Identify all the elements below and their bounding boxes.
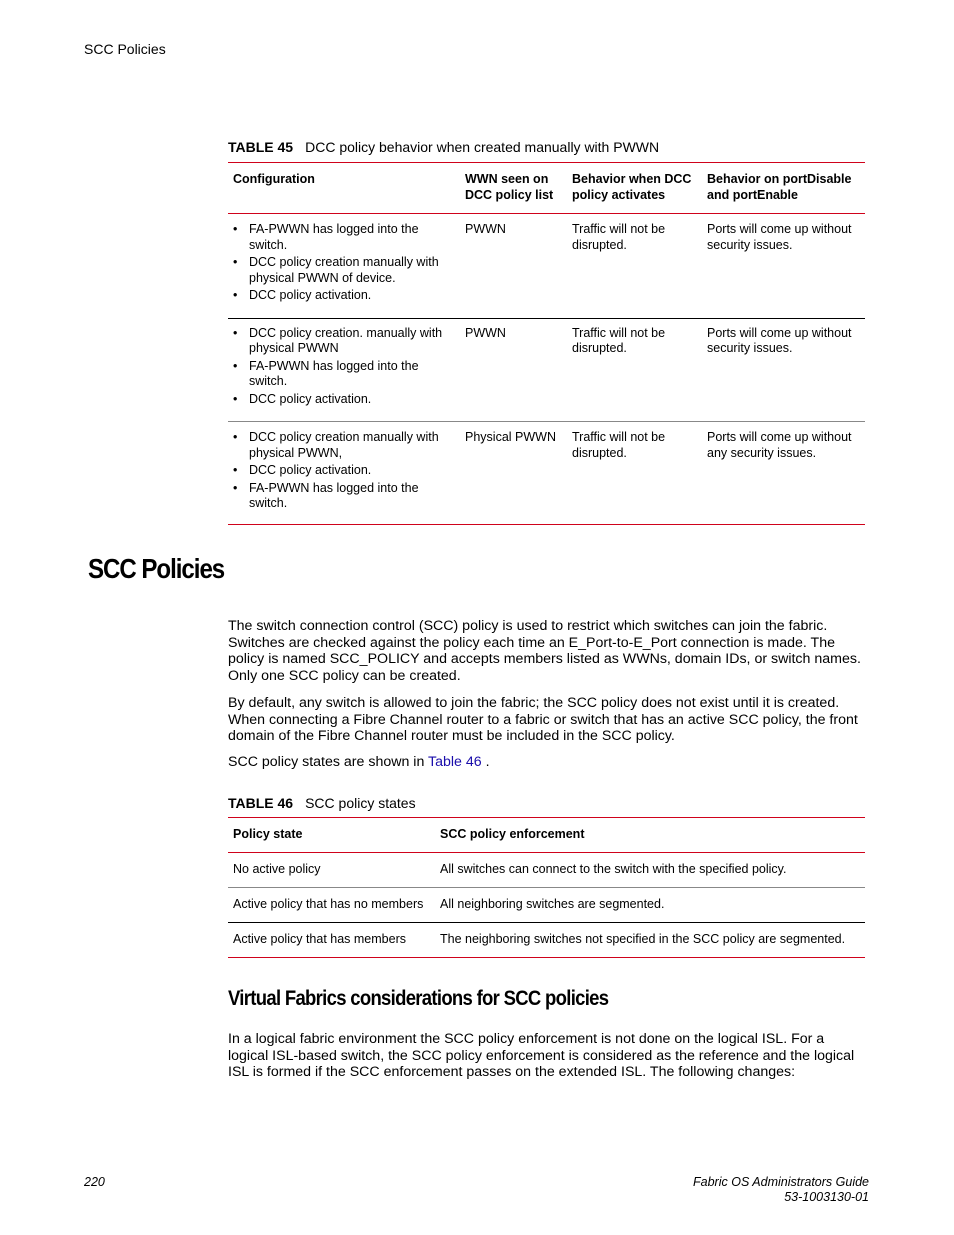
doc-title: Fabric OS Administrators Guide [693, 1175, 869, 1189]
enforcement-cell: All neighboring switches are segmented. [440, 897, 665, 912]
paragraph-text: . [481, 754, 490, 770]
table-row [228, 214, 865, 319]
policy-state-cell: Active policy that has members [233, 932, 406, 947]
config-item: • DCC policy creation. manually with physical PWWN [249, 326, 455, 357]
port-cell: Ports will come up without security issues. [707, 222, 852, 252]
wwn-cell: Physical PWWN [465, 430, 556, 444]
policy-state-cell: No active policy [233, 862, 321, 877]
table-46-label: TABLE 46 [228, 795, 294, 811]
table-45-title: DCC policy behavior when created manually with PWWN [305, 139, 660, 155]
table-46-caption [228, 795, 416, 811]
config-cell [228, 422, 460, 525]
body-paragraph [228, 754, 868, 771]
port-cell: Ports will come up without security issues. [707, 325, 852, 355]
table-46 [228, 817, 865, 958]
column-header-configuration: Configuration [233, 172, 315, 186]
config-item: • DCC policy activation. [249, 463, 455, 479]
table-row [228, 923, 865, 958]
activate-cell: Traffic will not be disrupted. [572, 222, 666, 252]
paragraph-text: SCC policy states are shown in [228, 754, 429, 770]
table-46-link[interactable]: Table 46 [428, 754, 482, 770]
config-item: • FA-PWWN has logged into the switch. [249, 222, 455, 253]
table-46-header-row [228, 818, 865, 853]
config-item: • DCC policy activation. [249, 288, 455, 304]
column-header-policy-state: Policy state [233, 827, 303, 842]
table-45-caption [228, 139, 659, 155]
column-header-behavior-activate: Behavior when DCC policy activates [572, 172, 692, 202]
config-item: • FA-PWWN has logged into the switch. [249, 359, 455, 390]
column-header-wwn-seen: WWN seen on DCC policy list [465, 172, 554, 202]
body-paragraph: By default, any switch is allowed to join the fabric; the SCC policy does not exist until it is created. When connecting a Fibre Channel router to a fabric or switch that has an active SCC policy, the front domain of the Fibre Channel router must be included in the SCC policy. [228, 695, 858, 744]
config-item: • FA-PWWN has logged into the switch. [249, 481, 455, 512]
page-number: 220 [84, 1175, 105, 1189]
doc-number: 53-1003130-01 [784, 1190, 869, 1204]
table-46-title: SCC policy states [305, 795, 416, 811]
enforcement-cell: The neighboring switches not specified in the SCC policy are segmented. [440, 932, 846, 947]
body-paragraph: In a logical fabric environment the SCC policy enforcement is not done on the logical ISL. For a logical ISL-based switch, the SCC policy enforcement is considered as the reference and the logical ISL is formed if the SCC enforcement passes on the extended ISL. The following changes: [228, 1031, 855, 1080]
column-header-behavior-port: Behavior on portDisable and portEnable [707, 172, 852, 202]
subsection-title: Virtual Fabrics considerations for SCC policies [228, 986, 609, 1010]
config-cell [228, 318, 460, 422]
running-header: SCC Policies [84, 41, 166, 57]
table-45-label: TABLE 45 [228, 139, 294, 155]
table-row [228, 888, 865, 923]
table-row [228, 422, 865, 525]
body-paragraph: The switch connection control (SCC) policy is used to restrict which switches can join the fabric. Switches are checked against the policy each time an E_Port-to-E_Port connection is made. The policy is named SCC_POLICY and accepts members listed as WWNs, domain IDs, or switch names. Only one SCC policy can be created. [228, 618, 861, 684]
policy-state-cell: Active policy that has no members [233, 897, 424, 912]
table-45-header-row [228, 163, 865, 214]
column-header-scc-enforcement: SCC policy enforcement [440, 827, 585, 842]
config-item: • DCC policy creation manually with physical PWWN of device. [249, 255, 455, 286]
port-cell: Ports will come up without any security issues. [707, 430, 852, 460]
wwn-cell: PWWN [465, 325, 506, 340]
footer-doc-info [693, 1175, 869, 1205]
table-45 [228, 162, 865, 525]
section-title: SCC Policies [88, 553, 225, 584]
table-row [228, 853, 865, 888]
config-cell [228, 214, 460, 319]
config-item: • DCC policy creation manually with physical PWWN, [249, 430, 455, 461]
activate-cell: Traffic will not be disrupted. [572, 430, 666, 460]
table-row [228, 318, 865, 422]
enforcement-cell: All switches can connect to the switch with the specified policy. [440, 862, 787, 877]
wwn-cell: PWWN [465, 222, 506, 236]
activate-cell: Traffic will not be disrupted. [572, 325, 666, 355]
config-item: • DCC policy activation. [249, 392, 455, 408]
